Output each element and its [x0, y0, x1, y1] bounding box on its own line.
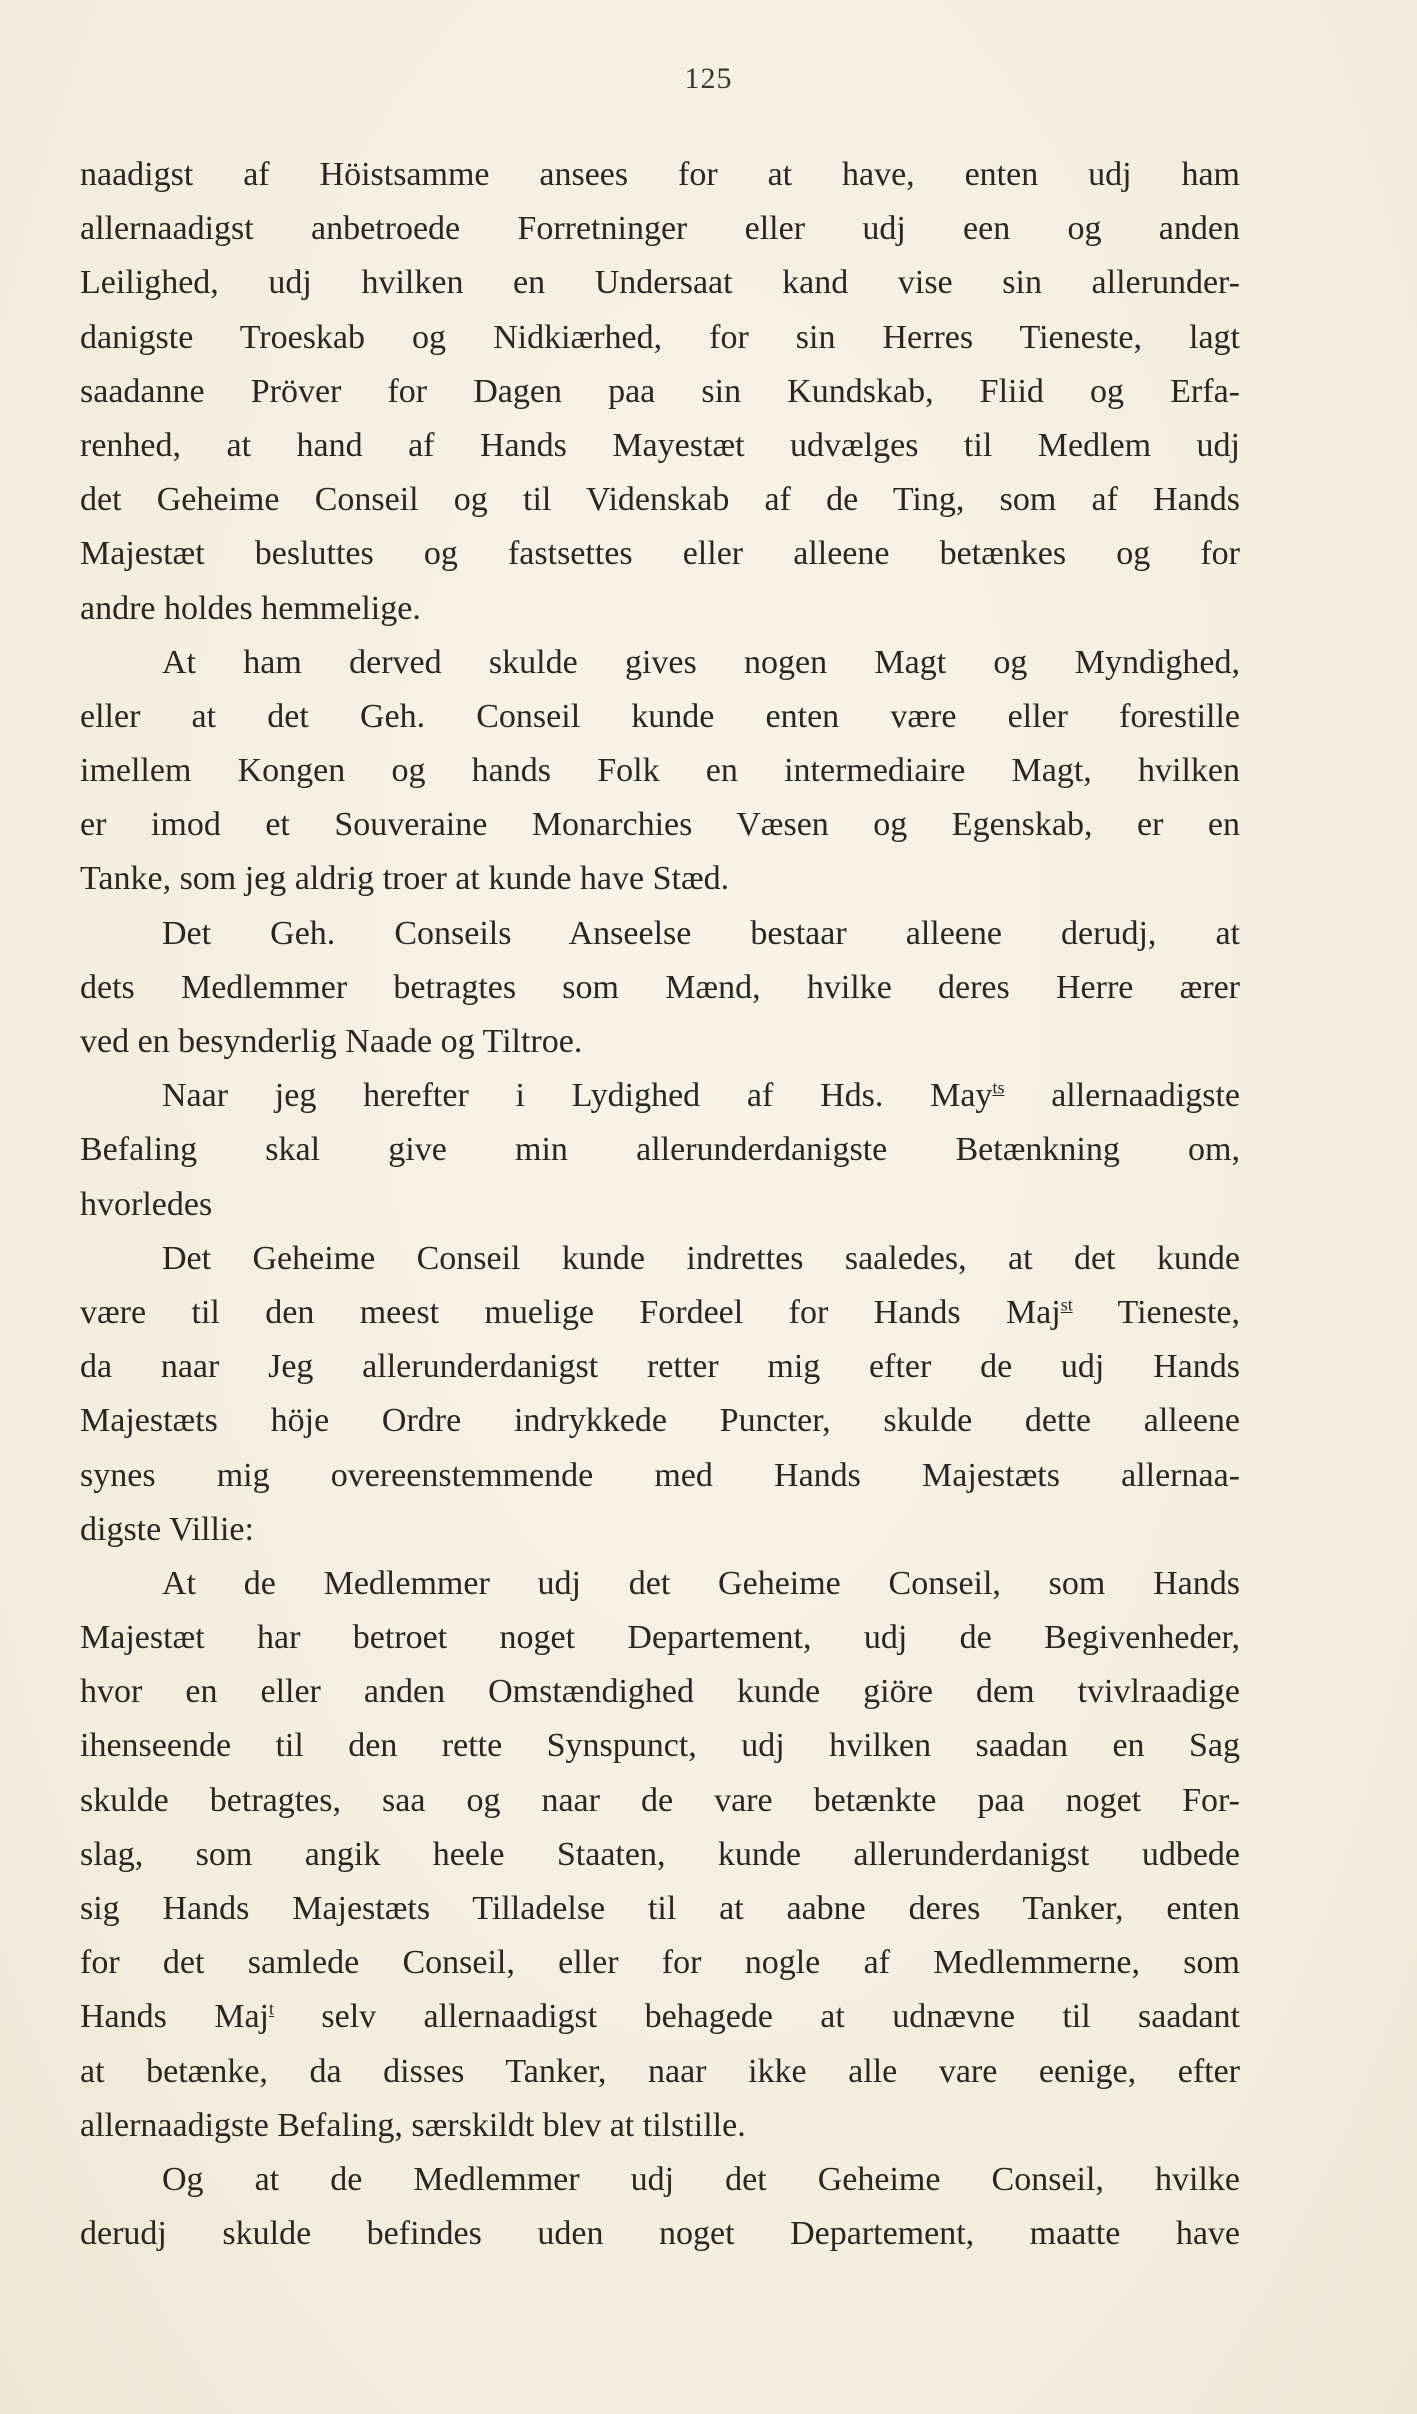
text-line	[80, 907, 1240, 961]
text-line	[80, 690, 1240, 744]
text-line-content: digste Villie:	[80, 1510, 254, 1548]
text-line-content: Majestæt besluttes og fastsettes eller alleene betænkes og for	[80, 535, 1240, 573]
text-line	[80, 1449, 1240, 1503]
text-line-content: derudj skulde befindes uden noget Departement, maatte have	[80, 2215, 1240, 2253]
text-line-content: At ham derved skulde gives nogen Magt og Myndighed,	[162, 643, 1240, 681]
text-line	[80, 419, 1240, 473]
text-line	[80, 1557, 1240, 1611]
abbreviation-superscript: st	[1060, 1294, 1073, 1315]
text-line-content: Befaling skal give min allerunderdanigste Betænkning om,	[80, 1131, 1240, 1169]
text-line-content: Leilighed, udj hvilken en Undersaat kand vise sin allerunder-	[80, 264, 1240, 302]
text-line	[80, 1394, 1240, 1448]
text-line	[80, 2207, 1240, 2261]
text-line-content: være til den meest muelige Fordeel for Hands Maj	[80, 1293, 1061, 1331]
page-number: 125	[684, 62, 733, 95]
text-line-content: at betænke, da disses Tanker, naar ikke alle vare eenige, efter	[80, 2052, 1240, 2090]
text-line	[80, 1719, 1240, 1773]
text-line-content: skulde betragtes, saa og naar de vare betænkte paa noget For-	[80, 1781, 1240, 1819]
text-line-content: for det samlede Conseil, eller for nogle af Medlemmerne, som	[80, 1944, 1240, 1982]
text-line-content: imellem Kongen og hands Folk en intermediaire Magt, hvilken	[80, 752, 1240, 790]
text-line-content: hvor en eller anden Omstændighed kunde giöre dem tvivlraadige	[80, 1673, 1240, 1711]
text-line	[80, 798, 1240, 852]
text-line	[80, 2153, 1240, 2207]
text-line-content: synes mig overeenstemmende med Hands Majestæts allernaa-	[80, 1456, 1240, 1494]
text-line-content: Hands Maj	[80, 1998, 270, 2036]
text-line	[80, 1828, 1240, 1882]
text-line-content: dets Medlemmer betragtes som Mænd, hvilke deres Herre ærer	[80, 968, 1240, 1006]
text-line	[80, 1611, 1240, 1665]
text-line-content: ihenseende til den rette Synspunct, udj hvilken saadan en Sag	[80, 1727, 1240, 1765]
text-line	[80, 1774, 1240, 1828]
text-line-content: Det Geh. Conseils Anseelse bestaar alleene derudj, at	[162, 914, 1240, 952]
text-line-content: Majestæts höje Ordre indrykkede Puncter, skulde dette alleene	[80, 1402, 1240, 1440]
text-line-content: naadigst af Höistsamme ansees for at have, enten udj ham	[80, 156, 1240, 193]
text-line-content: allernaadigst anbetroede Forretninger eller udj een og anden	[80, 210, 1240, 248]
text-line-content: Det Geheime Conseil kunde indrettes saaledes, at det kunde	[162, 1239, 1240, 1277]
text-line-continuation: selv allernaadigst behagede at udnævne til saadant	[274, 1998, 1240, 2036]
text-line	[80, 1123, 1240, 1177]
text-line-content: er imod et Souveraine Monarchies Væsen og Egenskab, er en	[80, 806, 1240, 844]
text-line	[80, 1503, 1240, 1557]
text-line	[80, 1178, 1240, 1232]
text-line	[80, 1340, 1240, 1394]
text-line-content: sig Hands Majestæts Tilladelse til at aabne deres Tanker, enten	[80, 1890, 1240, 1927]
text-line-content: Og at de Medlemmer udj det Geheime Conseil, hvilke	[162, 2160, 1240, 2198]
text-line-content: ved en besynderlig Naade og Tiltroe.	[80, 1023, 583, 1060]
text-line	[80, 2099, 1240, 2153]
text-line	[80, 473, 1240, 527]
text-line-continuation: Tieneste,	[1072, 1293, 1240, 1331]
text-line	[80, 744, 1240, 798]
text-line	[80, 1882, 1240, 1936]
text-line	[80, 1665, 1240, 1719]
body-text	[80, 148, 1240, 2261]
text-line	[80, 1990, 1240, 2044]
text-line-content: det Geheime Conseil og til Videnskab af de Ting, som af Hands	[80, 481, 1240, 519]
text-line	[80, 961, 1240, 1015]
text-line	[80, 1232, 1240, 1286]
abbreviation-superscript: ts	[992, 1077, 1005, 1098]
text-line	[80, 636, 1240, 690]
text-line-content: At de Medlemmer udj det Geheime Conseil, som Hands	[162, 1564, 1240, 1602]
text-line-content: eller at det Geh. Conseil kunde enten være eller forestille	[80, 697, 1240, 735]
text-line-continuation: allernaadigste	[1004, 1077, 1240, 1115]
text-line-content: Majestæt har betroet noget Departement, udj de Begivenheder,	[80, 1619, 1240, 1657]
text-line	[80, 365, 1240, 419]
text-line	[80, 852, 1240, 906]
text-line	[80, 256, 1240, 310]
abbreviation-superscript: t	[269, 1999, 275, 2020]
text-line	[80, 1936, 1240, 1990]
text-line-content: slag, som angik heele Staaten, kunde allerunderdanigst udbede	[80, 1835, 1240, 1873]
text-line-content: allernaadigste Befaling, særskildt blev at tilstille.	[80, 2106, 746, 2144]
text-line-content: renhed, at hand af Hands Mayestæt udvælges til Medlem udj	[80, 426, 1240, 464]
text-line	[80, 202, 1240, 256]
text-line-content: da naar Jeg allerunderdanigst retter mig efter de udj Hands	[80, 1348, 1240, 1386]
text-line	[80, 311, 1240, 365]
text-line-content: Naar jeg herefter i Lydighed af Hds. May	[162, 1077, 993, 1115]
text-line-content: Tanke, som jeg aldrig troer at kunde have Stæd.	[80, 860, 730, 898]
text-line-content: danigste Troeskab og Nidkiærhed, for sin Herres Tieneste, lagt	[80, 318, 1240, 356]
text-line	[80, 1286, 1240, 1340]
text-line	[80, 1069, 1240, 1123]
text-line-content: hvorledes	[80, 1185, 213, 1223]
text-line	[80, 582, 1240, 636]
text-line-content: andre holdes hemmelige.	[80, 589, 421, 627]
text-line-content: saadanne Pröver for Dagen paa sin Kundskab, Fliid og Erfa-	[80, 372, 1240, 410]
text-line	[80, 2045, 1240, 2099]
text-line	[80, 527, 1240, 581]
text-line	[80, 148, 1240, 202]
text-line	[80, 1015, 1240, 1069]
